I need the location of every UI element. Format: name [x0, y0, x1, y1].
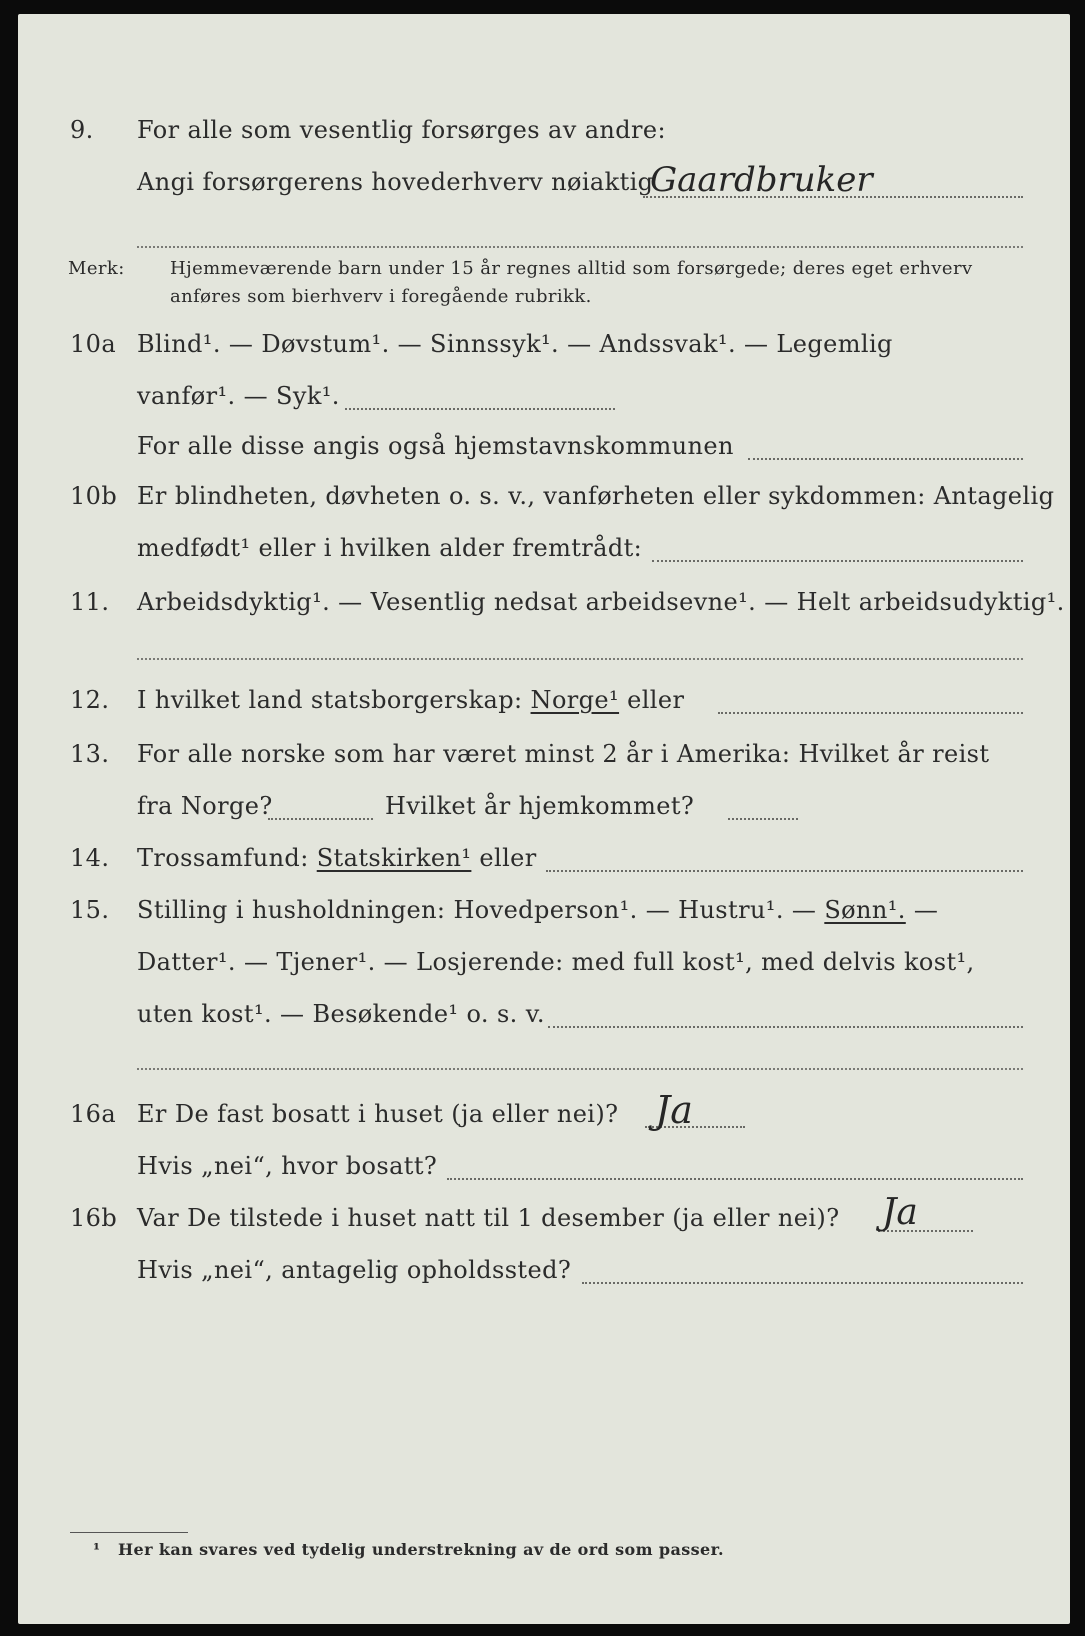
- handwritten-answer: Gaardbruker: [650, 160, 873, 200]
- separator-line: [137, 246, 1023, 248]
- question-number: 10b: [70, 482, 118, 510]
- question-text: vanfør¹. — Syk¹.: [137, 382, 340, 410]
- question-16a: [0, 1100, 1085, 1140]
- question-text: Hvis „nei“, hvor bosatt?: [137, 1152, 438, 1180]
- answer-line: [137, 658, 1023, 660]
- question-10b: [0, 482, 1085, 522]
- question-number: 12.: [70, 686, 110, 714]
- question-text: Var De tilstede i huset natt til 1 desember (ja eller nei)?: [137, 1204, 840, 1232]
- underlined-option: Statskirken¹: [316, 844, 472, 872]
- question-text-group: [137, 686, 684, 714]
- footnote-rule: [70, 1532, 188, 1533]
- note-label: Merk:: [68, 258, 125, 279]
- question-text: Arbeidsdyktig¹. — Vesentlig nedsat arbeidsevne¹. — Helt arbeidsudyktig¹.: [137, 588, 1065, 616]
- question-9-line-2: [0, 168, 1085, 208]
- question-text: For alle norske som har været minst 2 år i Amerika: Hvilket år reist: [137, 740, 990, 768]
- question-text: eller: [627, 686, 685, 714]
- question-10a-line-2: [0, 382, 1085, 422]
- question-10b-line-2: [0, 534, 1085, 574]
- answer-line: [748, 458, 1023, 460]
- handwritten-answer: Ja: [655, 1088, 693, 1132]
- answer-line: [582, 1282, 1023, 1284]
- question-number: 16a: [70, 1100, 117, 1128]
- handwritten-answer: Ja: [882, 1192, 918, 1233]
- answer-line: [718, 712, 1023, 714]
- question-16b-line-2: [0, 1256, 1085, 1296]
- question-text: fra Norge?: [137, 792, 273, 820]
- note-text: anføres som bierhverv i foregående rubrikk.: [170, 286, 592, 307]
- footnote-mark: ¹: [93, 1540, 101, 1559]
- question-text: Hvis „nei“, antagelig opholdssted?: [137, 1256, 572, 1284]
- question-text: Er blindheten, døvheten o. s. v., vanførheten eller sykdommen: Antagelig: [137, 482, 1055, 510]
- question-12: [0, 686, 1085, 726]
- question-13: [0, 740, 1085, 780]
- question-text-group: [137, 896, 938, 924]
- question-15-line-3: [0, 1000, 1085, 1040]
- question-text: I hvilket land statsborgerskap:: [137, 686, 523, 714]
- question-text: Trossamfund:: [137, 844, 309, 872]
- question-text: Datter¹. — Tjener¹. — Losjerende: med full kost¹, med delvis kost¹,: [137, 948, 975, 976]
- question-16a-line-2: [0, 1152, 1085, 1192]
- question-text: medfødt¹ eller i hvilken alder fremtrådt:: [137, 534, 643, 562]
- question-text-group: [137, 844, 537, 872]
- question-number: 14.: [70, 844, 110, 872]
- question-number: 15.: [70, 896, 110, 924]
- question-15-line-2: [0, 948, 1085, 988]
- question-10a: [0, 330, 1085, 370]
- answer-line: [345, 408, 615, 410]
- question-text: Er De fast bosatt i huset (ja eller nei)?: [137, 1100, 619, 1128]
- question-text: —: [913, 896, 939, 924]
- footnote: [0, 1540, 1085, 1580]
- question-text: For alle som vesentlig forsørges av andre:: [137, 116, 667, 144]
- underlined-option: Norge¹: [530, 686, 620, 714]
- question-number: 11.: [70, 588, 110, 616]
- footnote-text: Her kan svares ved tydelig understrekning av de ord som passer.: [118, 1540, 724, 1559]
- question-number: 9.: [70, 116, 94, 144]
- answer-line: [546, 870, 1023, 872]
- answer-line: [652, 560, 1023, 562]
- question-14: [0, 844, 1085, 884]
- question-9: [0, 116, 1085, 156]
- question-text: uten kost¹. — Besøkende¹ o. s. v.: [137, 1000, 545, 1028]
- question-13-line-2: [0, 792, 1085, 832]
- answer-line: [137, 1068, 1023, 1070]
- note-text: Hjemmeværende barn under 15 år regnes alltid som forsørgede; deres eget erhverv: [170, 258, 973, 279]
- question-10a-line-3: [0, 432, 1085, 472]
- question-text: Angi forsørgerens hovederhverv nøiaktig: [137, 168, 654, 196]
- question-text: eller: [479, 844, 537, 872]
- question-16b: [0, 1204, 1085, 1244]
- question-text: Hvilket år hjemkommet?: [385, 792, 695, 820]
- answer-line: [728, 818, 798, 820]
- answer-line: [268, 818, 373, 820]
- question-text: For alle disse angis også hjemstavnskommunen: [137, 432, 734, 460]
- question-number: 10a: [70, 330, 117, 358]
- question-11: [0, 588, 1085, 628]
- question-15: [0, 896, 1085, 936]
- question-text: Blind¹. — Døvstum¹. — Sinnssyk¹. — Andssvak¹. — Legemlig: [137, 330, 893, 358]
- question-number: 13.: [70, 740, 110, 768]
- question-text: Stilling i husholdningen: Hovedperson¹. — Hustru¹. —: [137, 896, 817, 924]
- underlined-option: Sønn¹.: [824, 896, 906, 924]
- answer-line: [548, 1026, 1023, 1028]
- question-number: 16b: [70, 1204, 118, 1232]
- answer-line: [447, 1178, 1023, 1180]
- note-merk-line-2: [0, 286, 1085, 326]
